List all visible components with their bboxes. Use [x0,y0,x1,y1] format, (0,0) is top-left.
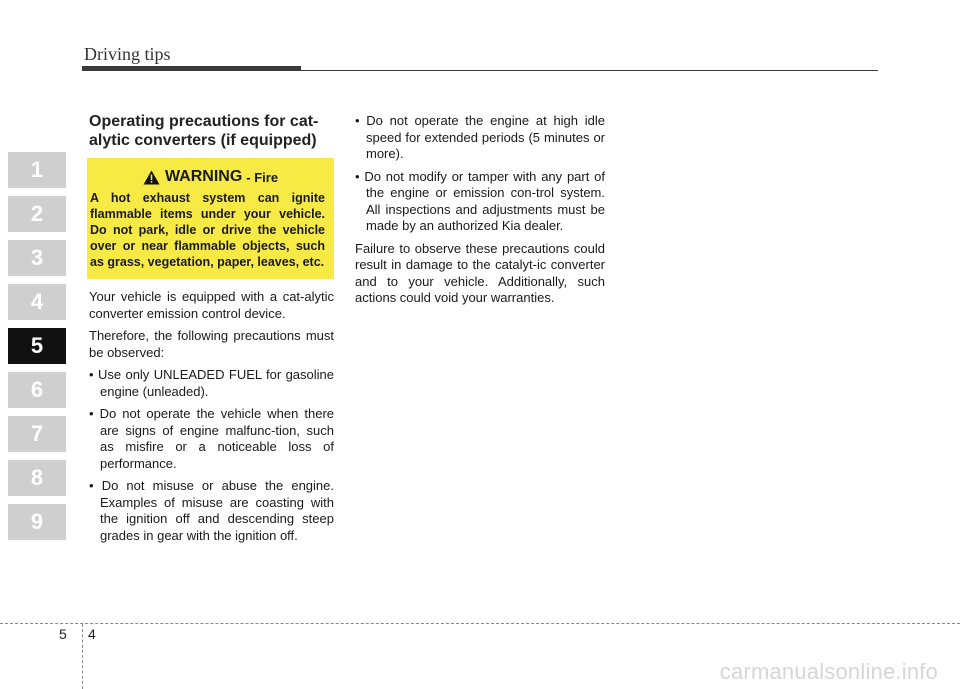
failure-paragraph: Failure to observe these precautions could result in damage to the catalyt-ic converter and to your vehicle. Additionally, such actions could void your warranties. [355,240,605,305]
warning-header [90,168,325,186]
precaution-list-left [89,367,334,544]
intro-paragraph: Your vehicle is equipped with a cat-alytic converter emission control device. [89,289,334,321]
watermark: carmanualsonline.info [719,659,938,684]
chapter-tab-7[interactable]: 7 [8,416,66,452]
warning-title: WARNING [164,168,243,185]
list-item: • Do not modify or tamper with any part of the engine or emission con-trol system. All inspections and adjustments must be made by an authorized Kia dealer. [355,169,605,235]
precautions-intro: Therefore, the following precautions must be observed: [89,328,334,360]
list-item: • Do not operate the vehicle when there are signs of engine malfunc-tion, such as misfire or a noticeable loss of performance. [89,406,334,472]
footer-chapter-number: 5 [59,626,67,642]
chapter-tab-1[interactable]: 1 [8,152,66,188]
list-item: • Use only UNLEADED FUEL for gasoline engine (unleaded). [89,367,334,400]
section-title-line2: alytic converters (if equipped) [89,132,317,149]
chapter-tab-3[interactable]: 3 [8,240,66,276]
header-title: Driving tips [84,44,171,64]
precaution-list-right [355,113,605,235]
list-item: • Do not misuse or abuse the engine. Examples of misuse are coasting with the ignition off and descending steep grades in gear with the ignition off. [89,478,334,544]
footer-page-number: 4 [88,626,96,642]
chapter-tab-9[interactable]: 9 [8,504,66,540]
chapter-tab-2[interactable]: 2 [8,196,66,232]
list-item: • Do not operate the engine at high idle speed for extended periods (5 minutes or more). [355,113,605,163]
chapter-tabs [8,152,66,548]
chapter-tab-8[interactable]: 8 [8,460,66,496]
warning-triangle-icon [143,170,160,185]
warning-subtitle: - Fire [246,169,279,185]
section-title-line1: Operating precautions for cat- [89,113,319,130]
chapter-tab-4[interactable]: 4 [8,284,66,320]
left-column [89,112,334,550]
chapter-tab-5[interactable]: 5 [8,328,66,364]
chapter-tab-6[interactable]: 6 [8,372,66,408]
footer-vertical-divider [82,624,83,689]
right-column [355,113,605,313]
header-rule [301,70,878,71]
footer-divider [0,623,960,624]
warning-body: A hot exhaust system can ignite flammable items under your vehicle. Do not park, idle or drive the vehicle over or near flammable objects, such as grass, vegetation, paper, leaves, etc. [90,191,325,269]
section-title [89,112,334,150]
header-bar [82,66,301,71]
warning-box [87,158,334,279]
